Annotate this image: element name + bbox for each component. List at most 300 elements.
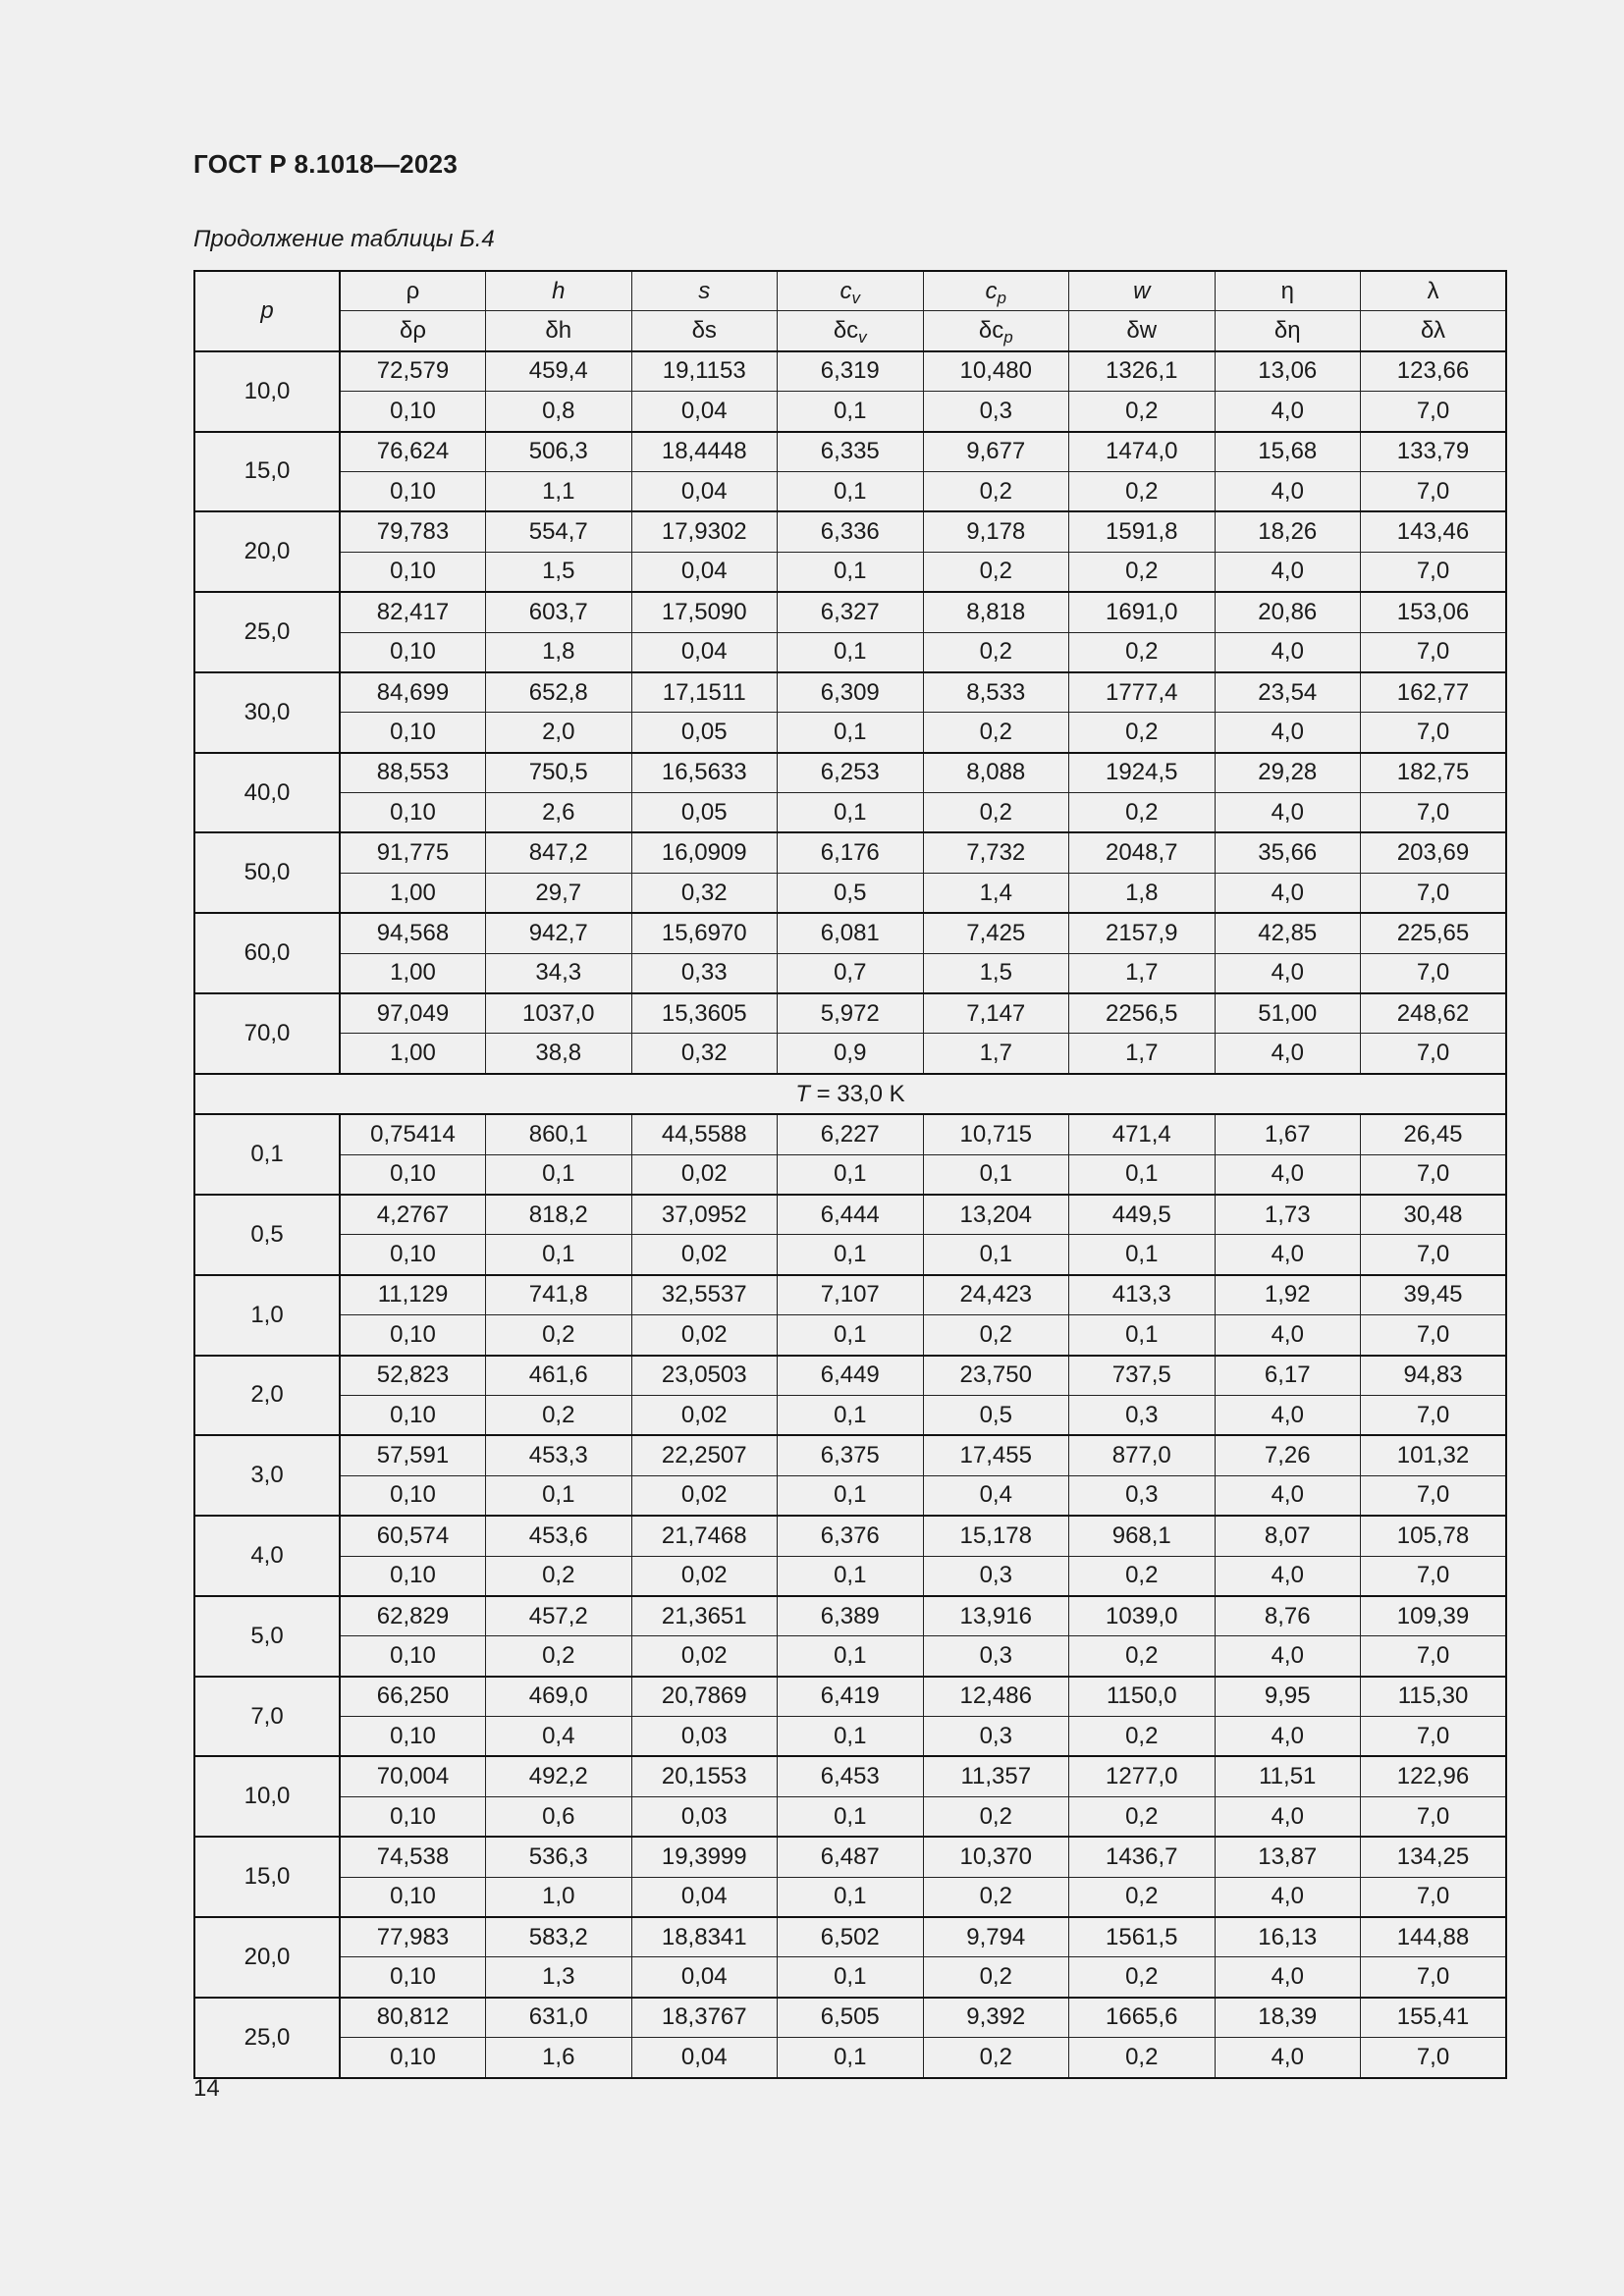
value-cell: 536,3 bbox=[486, 1837, 632, 1877]
uncertainty-cell: 0,03 bbox=[631, 1717, 778, 1757]
value-cell: 80,812 bbox=[340, 1998, 486, 2038]
uncertainty-cell: 7,0 bbox=[1361, 1556, 1507, 1596]
value-cell: 1561,5 bbox=[1069, 1917, 1216, 1957]
value-cell: 469,0 bbox=[486, 1677, 632, 1717]
value-cell: 1691,0 bbox=[1069, 592, 1216, 632]
value-cell: 1474,0 bbox=[1069, 432, 1216, 472]
pressure-cell: 30,0 bbox=[194, 672, 340, 753]
header-col-7-symbol: λ bbox=[1361, 271, 1507, 311]
uncertainty-cell: 7,0 bbox=[1361, 632, 1507, 672]
value-cell: 6,419 bbox=[778, 1677, 924, 1717]
value-cell: 2048,7 bbox=[1069, 832, 1216, 873]
value-cell: 1,67 bbox=[1215, 1114, 1361, 1154]
value-cell: 76,624 bbox=[340, 432, 486, 472]
value-cell: 15,3605 bbox=[631, 993, 778, 1034]
header-col-6-uncertainty: δη bbox=[1215, 311, 1361, 351]
uncertainty-cell: 7,0 bbox=[1361, 793, 1507, 833]
uncertainty-cell: 0,10 bbox=[340, 1796, 486, 1837]
uncertainty-cell: 0,32 bbox=[631, 873, 778, 913]
value-cell: 143,46 bbox=[1361, 511, 1507, 552]
value-cell: 23,0503 bbox=[631, 1356, 778, 1396]
value-cell: 6,309 bbox=[778, 672, 924, 713]
value-cell: 88,553 bbox=[340, 753, 486, 793]
uncertainty-cell: 4,0 bbox=[1215, 1154, 1361, 1195]
value-cell: 6,253 bbox=[778, 753, 924, 793]
value-cell: 9,794 bbox=[923, 1917, 1069, 1957]
table-row bbox=[194, 913, 1506, 953]
uncertainty-cell: 7,0 bbox=[1361, 1796, 1507, 1837]
uncertainty-cell: 4,0 bbox=[1215, 1957, 1361, 1998]
uncertainty-cell: 0,1 bbox=[1069, 1235, 1216, 1275]
value-cell: 77,983 bbox=[340, 1917, 486, 1957]
value-cell: 10,715 bbox=[923, 1114, 1069, 1154]
value-cell: 5,972 bbox=[778, 993, 924, 1034]
uncertainty-cell: 0,2 bbox=[923, 1877, 1069, 1917]
uncertainty-cell: 4,0 bbox=[1215, 713, 1361, 753]
uncertainty-cell: 0,3 bbox=[923, 392, 1069, 432]
uncertainty-cell: 0,02 bbox=[631, 1475, 778, 1516]
uncertainty-cell: 0,04 bbox=[631, 392, 778, 432]
value-cell: 18,4448 bbox=[631, 432, 778, 472]
uncertainty-cell: 7,0 bbox=[1361, 471, 1507, 511]
value-cell: 7,147 bbox=[923, 993, 1069, 1034]
uncertainty-cell: 7,0 bbox=[1361, 2038, 1507, 2078]
value-cell: 453,6 bbox=[486, 1516, 632, 1556]
uncertainty-cell: 7,0 bbox=[1361, 1154, 1507, 1195]
value-cell: 51,00 bbox=[1215, 993, 1361, 1034]
uncertainty-cell: 0,1 bbox=[778, 1475, 924, 1516]
header-col-2-symbol: s bbox=[631, 271, 778, 311]
value-cell: 19,3999 bbox=[631, 1837, 778, 1877]
uncertainty-cell: 0,1 bbox=[778, 632, 924, 672]
pressure-cell: 70,0 bbox=[194, 993, 340, 1074]
header-row-bottom bbox=[194, 311, 1506, 351]
uncertainty-cell: 0,2 bbox=[1069, 1636, 1216, 1677]
header-col-1-uncertainty: δh bbox=[486, 311, 632, 351]
value-cell: 23,750 bbox=[923, 1356, 1069, 1396]
uncertainty-cell: 4,0 bbox=[1215, 552, 1361, 592]
uncertainty-cell: 0,1 bbox=[1069, 1315, 1216, 1356]
pressure-cell: 40,0 bbox=[194, 753, 340, 833]
table-row bbox=[194, 832, 1506, 873]
value-cell: 2157,9 bbox=[1069, 913, 1216, 953]
value-cell: 42,85 bbox=[1215, 913, 1361, 953]
pressure-cell: 15,0 bbox=[194, 1837, 340, 1917]
value-cell: 17,5090 bbox=[631, 592, 778, 632]
table-row bbox=[194, 1516, 1506, 1556]
header-col-0-uncertainty: δρ bbox=[340, 311, 486, 351]
uncertainty-cell: 1,1 bbox=[486, 471, 632, 511]
value-cell: 6,081 bbox=[778, 913, 924, 953]
pressure-cell: 0,1 bbox=[194, 1114, 340, 1195]
table-row-uncertainty bbox=[194, 552, 1506, 592]
uncertainty-cell: 0,1 bbox=[778, 1957, 924, 1998]
table-row-uncertainty bbox=[194, 1877, 1506, 1917]
data-table bbox=[193, 270, 1507, 2079]
uncertainty-cell: 0,2 bbox=[923, 713, 1069, 753]
value-cell: 6,227 bbox=[778, 1114, 924, 1154]
value-cell: 12,486 bbox=[923, 1677, 1069, 1717]
section-label: T = 33,0 K bbox=[194, 1074, 1506, 1114]
uncertainty-cell: 0,5 bbox=[778, 873, 924, 913]
uncertainty-cell: 1,6 bbox=[486, 2038, 632, 2078]
uncertainty-cell: 0,2 bbox=[923, 793, 1069, 833]
table-row bbox=[194, 672, 1506, 713]
value-cell: 30,48 bbox=[1361, 1195, 1507, 1235]
value-cell: 6,389 bbox=[778, 1596, 924, 1636]
uncertainty-cell: 0,10 bbox=[340, 1154, 486, 1195]
value-cell: 144,88 bbox=[1361, 1917, 1507, 1957]
uncertainty-cell: 0,05 bbox=[631, 793, 778, 833]
value-cell: 1037,0 bbox=[486, 993, 632, 1034]
header-col-4-symbol: $c_p$ bbox=[923, 271, 1069, 311]
value-cell: 6,319 bbox=[778, 351, 924, 392]
table-row-uncertainty bbox=[194, 873, 1506, 913]
table-row-uncertainty bbox=[194, 953, 1506, 993]
uncertainty-cell: 0,10 bbox=[340, 1395, 486, 1435]
value-cell: 652,8 bbox=[486, 672, 632, 713]
value-cell: 82,417 bbox=[340, 592, 486, 632]
uncertainty-cell: 4,0 bbox=[1215, 1877, 1361, 1917]
uncertainty-cell: 29,7 bbox=[486, 873, 632, 913]
pressure-cell: 1,0 bbox=[194, 1275, 340, 1356]
value-cell: 741,8 bbox=[486, 1275, 632, 1315]
table-row-uncertainty bbox=[194, 632, 1506, 672]
value-cell: 554,7 bbox=[486, 511, 632, 552]
uncertainty-cell: 0,1 bbox=[778, 793, 924, 833]
value-cell: 11,357 bbox=[923, 1756, 1069, 1796]
value-cell: 737,5 bbox=[1069, 1356, 1216, 1396]
value-cell: 32,5537 bbox=[631, 1275, 778, 1315]
value-cell: 203,69 bbox=[1361, 832, 1507, 873]
table-row bbox=[194, 1435, 1506, 1475]
uncertainty-cell: 0,1 bbox=[778, 1796, 924, 1837]
uncertainty-cell: 0,1 bbox=[778, 1556, 924, 1596]
uncertainty-cell: 4,0 bbox=[1215, 1796, 1361, 1837]
value-cell: 57,591 bbox=[340, 1435, 486, 1475]
uncertainty-cell: 0,04 bbox=[631, 552, 778, 592]
uncertainty-cell: 0,2 bbox=[923, 471, 1069, 511]
pressure-cell: 20,0 bbox=[194, 1917, 340, 1998]
uncertainty-cell: 0,03 bbox=[631, 1796, 778, 1837]
value-cell: 7,107 bbox=[778, 1275, 924, 1315]
table-row bbox=[194, 1998, 1506, 2038]
uncertainty-cell: 4,0 bbox=[1215, 632, 1361, 672]
uncertainty-cell: 0,1 bbox=[778, 392, 924, 432]
value-cell: 10,370 bbox=[923, 1837, 1069, 1877]
uncertainty-cell: 4,0 bbox=[1215, 1636, 1361, 1677]
value-cell: 18,8341 bbox=[631, 1917, 778, 1957]
uncertainty-cell: 0,04 bbox=[631, 471, 778, 511]
table-row-uncertainty bbox=[194, 1717, 1506, 1757]
uncertainty-cell: 0,33 bbox=[631, 953, 778, 993]
uncertainty-cell: 0,1 bbox=[778, 713, 924, 753]
uncertainty-cell: 0,4 bbox=[486, 1717, 632, 1757]
value-cell: 37,0952 bbox=[631, 1195, 778, 1235]
uncertainty-cell: 7,0 bbox=[1361, 1877, 1507, 1917]
value-cell: 35,66 bbox=[1215, 832, 1361, 873]
value-cell: 942,7 bbox=[486, 913, 632, 953]
value-cell: 11,129 bbox=[340, 1275, 486, 1315]
table-row bbox=[194, 1837, 1506, 1877]
header-col-4-uncertainty: $\delta c_p$ bbox=[923, 311, 1069, 351]
value-cell: 818,2 bbox=[486, 1195, 632, 1235]
value-cell: 20,1553 bbox=[631, 1756, 778, 1796]
value-cell: 66,250 bbox=[340, 1677, 486, 1717]
uncertainty-cell: 1,8 bbox=[486, 632, 632, 672]
header-col-6-symbol: η bbox=[1215, 271, 1361, 311]
uncertainty-cell: 0,9 bbox=[778, 1034, 924, 1074]
header-col-1-symbol: h bbox=[486, 271, 632, 311]
uncertainty-cell: 0,10 bbox=[340, 1235, 486, 1275]
value-cell: 74,538 bbox=[340, 1837, 486, 1877]
uncertainty-cell: 4,0 bbox=[1215, 953, 1361, 993]
uncertainty-cell: 0,2 bbox=[923, 552, 1069, 592]
header-p: p bbox=[194, 271, 340, 351]
uncertainty-cell: 1,0 bbox=[486, 1877, 632, 1917]
header-col-0-symbol: ρ bbox=[340, 271, 486, 311]
uncertainty-cell: 0,2 bbox=[1069, 713, 1216, 753]
uncertainty-cell: 0,04 bbox=[631, 632, 778, 672]
table-row-uncertainty bbox=[194, 1395, 1506, 1435]
uncertainty-cell: 0,3 bbox=[1069, 1395, 1216, 1435]
value-cell: 1924,5 bbox=[1069, 753, 1216, 793]
uncertainty-cell: 4,0 bbox=[1215, 392, 1361, 432]
value-cell: 583,2 bbox=[486, 1917, 632, 1957]
value-cell: 461,6 bbox=[486, 1356, 632, 1396]
uncertainty-cell: 4,0 bbox=[1215, 1315, 1361, 1356]
uncertainty-cell: 0,6 bbox=[486, 1796, 632, 1837]
uncertainty-cell: 0,10 bbox=[340, 713, 486, 753]
uncertainty-cell: 0,2 bbox=[1069, 2038, 1216, 2078]
value-cell: 105,78 bbox=[1361, 1516, 1507, 1556]
uncertainty-cell: 0,2 bbox=[1069, 552, 1216, 592]
table-row-uncertainty bbox=[194, 392, 1506, 432]
value-cell: 122,96 bbox=[1361, 1756, 1507, 1796]
uncertainty-cell: 4,0 bbox=[1215, 1556, 1361, 1596]
value-cell: 9,677 bbox=[923, 432, 1069, 472]
uncertainty-cell: 0,2 bbox=[1069, 793, 1216, 833]
value-cell: 13,916 bbox=[923, 1596, 1069, 1636]
uncertainty-cell: 0,1 bbox=[1069, 1154, 1216, 1195]
uncertainty-cell: 4,0 bbox=[1215, 1475, 1361, 1516]
table-row bbox=[194, 1677, 1506, 1717]
uncertainty-cell: 4,0 bbox=[1215, 471, 1361, 511]
value-cell: 162,77 bbox=[1361, 672, 1507, 713]
uncertainty-cell: 0,10 bbox=[340, 1556, 486, 1596]
uncertainty-cell: 7,0 bbox=[1361, 1395, 1507, 1435]
uncertainty-cell: 7,0 bbox=[1361, 953, 1507, 993]
uncertainty-cell: 0,1 bbox=[778, 471, 924, 511]
uncertainty-cell: 1,4 bbox=[923, 873, 1069, 913]
value-cell: 15,6970 bbox=[631, 913, 778, 953]
value-cell: 9,178 bbox=[923, 511, 1069, 552]
value-cell: 968,1 bbox=[1069, 1516, 1216, 1556]
value-cell: 60,574 bbox=[340, 1516, 486, 1556]
value-cell: 13,204 bbox=[923, 1195, 1069, 1235]
uncertainty-cell: 7,0 bbox=[1361, 873, 1507, 913]
table-row-uncertainty bbox=[194, 2038, 1506, 2078]
table-row bbox=[194, 1596, 1506, 1636]
value-cell: 8,76 bbox=[1215, 1596, 1361, 1636]
uncertainty-cell: 7,0 bbox=[1361, 392, 1507, 432]
table-row bbox=[194, 432, 1506, 472]
value-cell: 860,1 bbox=[486, 1114, 632, 1154]
uncertainty-cell: 1,5 bbox=[486, 552, 632, 592]
uncertainty-cell: 4,0 bbox=[1215, 1034, 1361, 1074]
uncertainty-cell: 0,3 bbox=[923, 1556, 1069, 1596]
table-row-uncertainty bbox=[194, 713, 1506, 753]
uncertainty-cell: 0,2 bbox=[1069, 1556, 1216, 1596]
uncertainty-cell: 0,1 bbox=[778, 1636, 924, 1677]
table-row bbox=[194, 753, 1506, 793]
uncertainty-cell: 0,3 bbox=[923, 1717, 1069, 1757]
header-col-5-uncertainty: δw bbox=[1069, 311, 1216, 351]
uncertainty-cell: 2,6 bbox=[486, 793, 632, 833]
value-cell: 52,823 bbox=[340, 1356, 486, 1396]
pressure-cell: 15,0 bbox=[194, 432, 340, 512]
value-cell: 6,176 bbox=[778, 832, 924, 873]
uncertainty-cell: 1,7 bbox=[1069, 953, 1216, 993]
uncertainty-cell: 0,02 bbox=[631, 1154, 778, 1195]
value-cell: 847,2 bbox=[486, 832, 632, 873]
value-cell: 6,335 bbox=[778, 432, 924, 472]
uncertainty-cell: 0,1 bbox=[486, 1235, 632, 1275]
value-cell: 10,480 bbox=[923, 351, 1069, 392]
value-cell: 1277,0 bbox=[1069, 1756, 1216, 1796]
value-cell: 79,783 bbox=[340, 511, 486, 552]
table-row-uncertainty bbox=[194, 1475, 1506, 1516]
value-cell: 6,17 bbox=[1215, 1356, 1361, 1396]
pressure-cell: 25,0 bbox=[194, 1998, 340, 2078]
document-code: ГОСТ Р 8.1018—2023 bbox=[193, 149, 459, 179]
header-col-3-uncertainty: $\delta c_v$ bbox=[778, 311, 924, 351]
uncertainty-cell: 0,10 bbox=[340, 1957, 486, 1998]
uncertainty-cell: 0,10 bbox=[340, 1717, 486, 1757]
value-cell: 62,829 bbox=[340, 1596, 486, 1636]
value-cell: 19,1153 bbox=[631, 351, 778, 392]
uncertainty-cell: 0,02 bbox=[631, 1235, 778, 1275]
uncertainty-cell: 0,2 bbox=[923, 632, 1069, 672]
value-cell: 1665,6 bbox=[1069, 1998, 1216, 2038]
value-cell: 6,453 bbox=[778, 1756, 924, 1796]
uncertainty-cell: 0,02 bbox=[631, 1636, 778, 1677]
value-cell: 94,568 bbox=[340, 913, 486, 953]
table-row-uncertainty bbox=[194, 1796, 1506, 1837]
value-cell: 18,3767 bbox=[631, 1998, 778, 2038]
uncertainty-cell: 1,8 bbox=[1069, 873, 1216, 913]
value-cell: 453,3 bbox=[486, 1435, 632, 1475]
value-cell: 17,455 bbox=[923, 1435, 1069, 1475]
header-col-7-uncertainty: δλ bbox=[1361, 311, 1507, 351]
value-cell: 39,45 bbox=[1361, 1275, 1507, 1315]
table-row bbox=[194, 1195, 1506, 1235]
uncertainty-cell: 0,2 bbox=[1069, 471, 1216, 511]
value-cell: 8,533 bbox=[923, 672, 1069, 713]
uncertainty-cell: 0,2 bbox=[1069, 1796, 1216, 1837]
value-cell: 6,375 bbox=[778, 1435, 924, 1475]
value-cell: 1326,1 bbox=[1069, 351, 1216, 392]
value-cell: 248,62 bbox=[1361, 993, 1507, 1034]
value-cell: 155,41 bbox=[1361, 1998, 1507, 2038]
uncertainty-cell: 0,1 bbox=[778, 1154, 924, 1195]
uncertainty-cell: 4,0 bbox=[1215, 793, 1361, 833]
value-cell: 631,0 bbox=[486, 1998, 632, 2038]
value-cell: 17,1511 bbox=[631, 672, 778, 713]
value-cell: 6,449 bbox=[778, 1356, 924, 1396]
pressure-cell: 3,0 bbox=[194, 1435, 340, 1516]
uncertainty-cell: 0,2 bbox=[1069, 1877, 1216, 1917]
pressure-cell: 2,0 bbox=[194, 1356, 340, 1436]
uncertainty-cell: 0,2 bbox=[486, 1395, 632, 1435]
value-cell: 0,75414 bbox=[340, 1114, 486, 1154]
value-cell: 11,51 bbox=[1215, 1756, 1361, 1796]
uncertainty-cell: 2,0 bbox=[486, 713, 632, 753]
pressure-cell: 50,0 bbox=[194, 832, 340, 913]
value-cell: 182,75 bbox=[1361, 753, 1507, 793]
value-cell: 2256,5 bbox=[1069, 993, 1216, 1034]
uncertainty-cell: 38,8 bbox=[486, 1034, 632, 1074]
pressure-cell: 4,0 bbox=[194, 1516, 340, 1596]
uncertainty-cell: 7,0 bbox=[1361, 1957, 1507, 1998]
value-cell: 15,178 bbox=[923, 1516, 1069, 1556]
table-row-uncertainty bbox=[194, 1556, 1506, 1596]
uncertainty-cell: 7,0 bbox=[1361, 1235, 1507, 1275]
value-cell: 6,487 bbox=[778, 1837, 924, 1877]
value-cell: 877,0 bbox=[1069, 1435, 1216, 1475]
value-cell: 506,3 bbox=[486, 432, 632, 472]
uncertainty-cell: 1,7 bbox=[923, 1034, 1069, 1074]
uncertainty-cell: 0,10 bbox=[340, 793, 486, 833]
uncertainty-cell: 0,10 bbox=[340, 632, 486, 672]
uncertainty-cell: 0,2 bbox=[1069, 1717, 1216, 1757]
value-cell: 6,502 bbox=[778, 1917, 924, 1957]
value-cell: 15,68 bbox=[1215, 432, 1361, 472]
uncertainty-cell: 0,10 bbox=[340, 1475, 486, 1516]
uncertainty-cell: 1,00 bbox=[340, 953, 486, 993]
page-number: 14 bbox=[193, 2075, 220, 2102]
uncertainty-cell: 0,10 bbox=[340, 2038, 486, 2078]
uncertainty-cell: 0,2 bbox=[923, 1796, 1069, 1837]
uncertainty-cell: 0,1 bbox=[778, 1315, 924, 1356]
value-cell: 29,28 bbox=[1215, 753, 1361, 793]
pressure-cell: 10,0 bbox=[194, 351, 340, 432]
table-row bbox=[194, 1756, 1506, 1796]
uncertainty-cell: 7,0 bbox=[1361, 552, 1507, 592]
value-cell: 6,444 bbox=[778, 1195, 924, 1235]
value-cell: 17,9302 bbox=[631, 511, 778, 552]
table-row bbox=[194, 1356, 1506, 1396]
uncertainty-cell: 0,7 bbox=[778, 953, 924, 993]
value-cell: 449,5 bbox=[1069, 1195, 1216, 1235]
value-cell: 153,06 bbox=[1361, 592, 1507, 632]
uncertainty-cell: 0,2 bbox=[486, 1315, 632, 1356]
uncertainty-cell: 1,5 bbox=[923, 953, 1069, 993]
value-cell: 7,732 bbox=[923, 832, 1069, 873]
uncertainty-cell: 34,3 bbox=[486, 953, 632, 993]
table-row bbox=[194, 1917, 1506, 1957]
uncertainty-cell: 0,1 bbox=[778, 1877, 924, 1917]
value-cell: 91,775 bbox=[340, 832, 486, 873]
value-cell: 21,7468 bbox=[631, 1516, 778, 1556]
uncertainty-cell: 0,10 bbox=[340, 471, 486, 511]
value-cell: 24,423 bbox=[923, 1275, 1069, 1315]
pressure-cell: 25,0 bbox=[194, 592, 340, 672]
uncertainty-cell: 0,10 bbox=[340, 392, 486, 432]
value-cell: 1150,0 bbox=[1069, 1677, 1216, 1717]
uncertainty-cell: 0,2 bbox=[923, 1315, 1069, 1356]
value-cell: 16,0909 bbox=[631, 832, 778, 873]
